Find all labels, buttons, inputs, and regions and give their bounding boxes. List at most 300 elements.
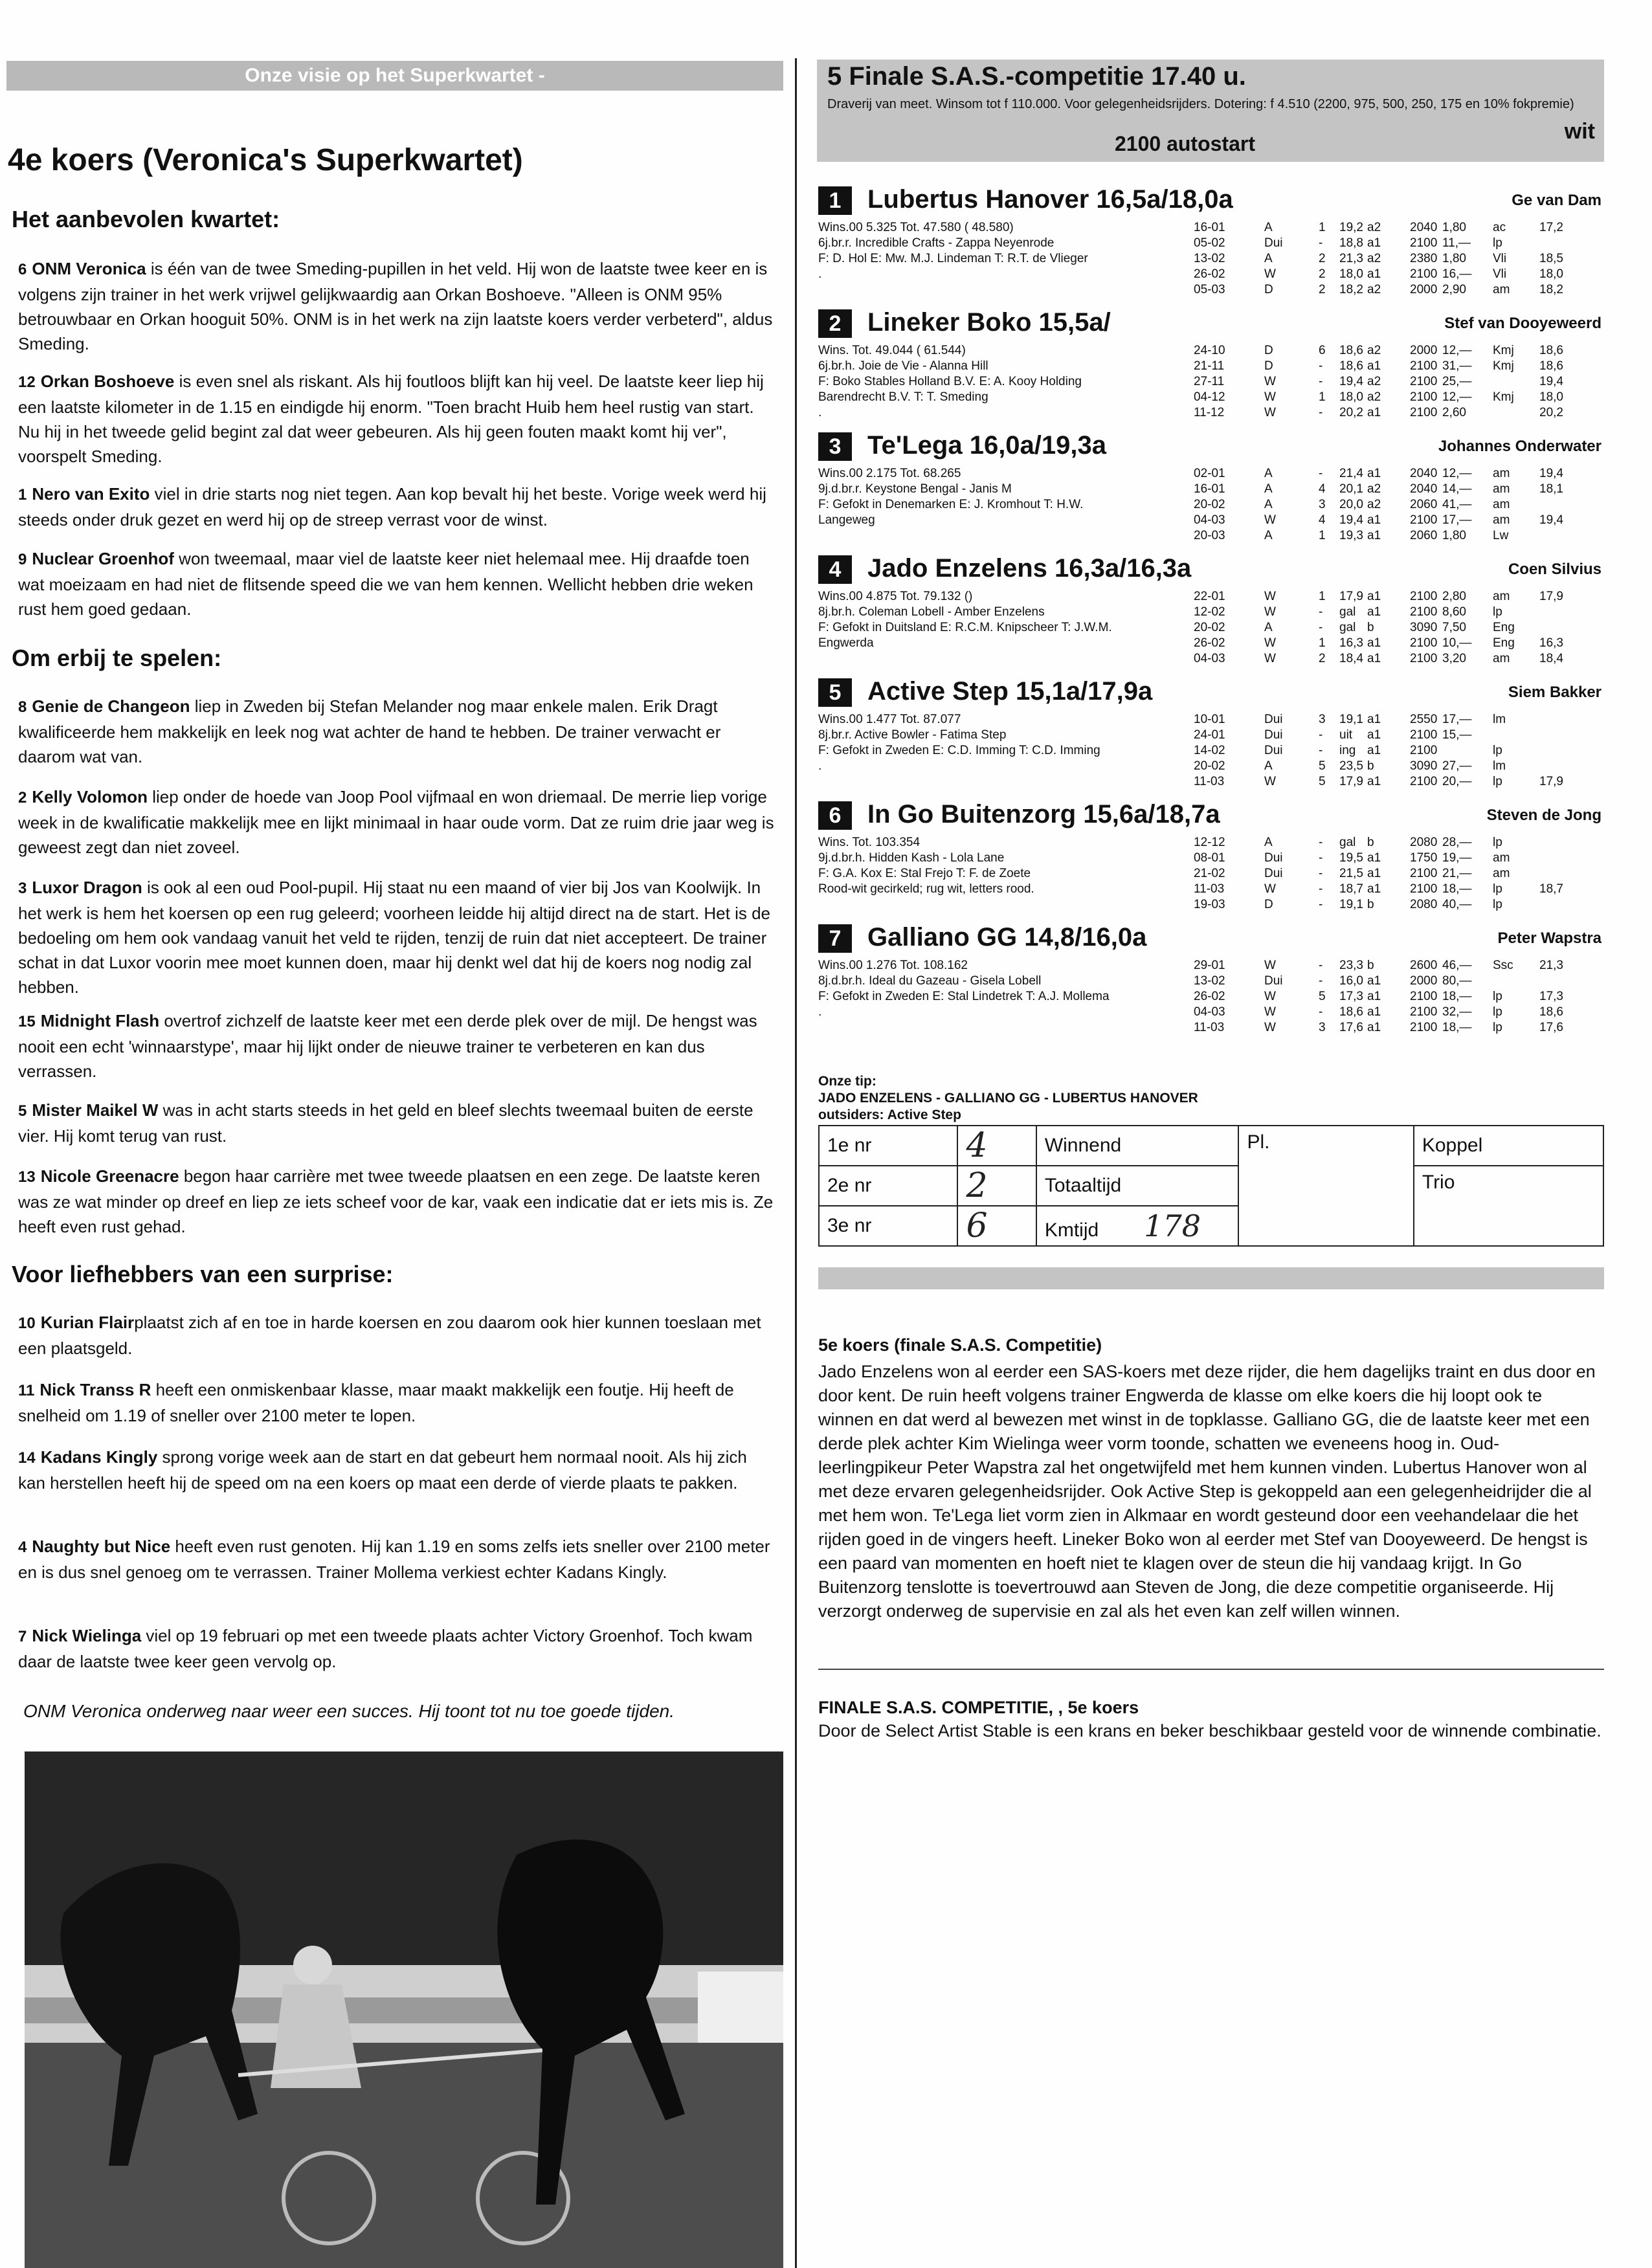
form-cell: gal: [1339, 836, 1356, 849]
form-cell: 21-02: [1194, 867, 1225, 880]
entry: [18, 694, 776, 769]
form-cell: 24-01: [1194, 728, 1225, 742]
form-cell: W: [1264, 590, 1276, 603]
entry-text: liep in Zweden bij Stefan Melander nog maar enkele malen. Erik Dragt kwalificeerde hem makkelijk en leek nog wat achter de hand te hebben. De trainer verwacht er daarom wat van.: [18, 696, 721, 766]
entry-text: overtrof zichzelf de laatste keer met een derde plek over de mijl. De hengst was nooit een echt 'winnaarstype', maar hij lijkt onder de nieuwe trainer te verbeteren en kan dus verrassen.: [18, 1011, 757, 1081]
form-cell: b: [1367, 621, 1374, 634]
form-cell: 11-03: [1194, 1021, 1225, 1034]
form-cell: a1: [1367, 267, 1381, 281]
form-cell: 19,1: [1339, 713, 1363, 726]
entry-number: 7: [18, 1628, 27, 1645]
form-cell: 18,6: [1339, 1005, 1363, 1019]
form-cell: 27,—: [1442, 759, 1472, 773]
info-line: 8j.br.h. Coleman Lobell - Amber Enzelens: [818, 605, 1045, 619]
form-cell: 21,3: [1539, 959, 1563, 972]
info-line: F: G.A. Kox E: Stal Frejo T: F. de Zoete: [818, 867, 1031, 880]
form-cell: [1539, 897, 1608, 913]
form-row: [1194, 850, 1608, 866]
form-cell: 17,3: [1339, 990, 1363, 1003]
form-cell: 2100: [1410, 359, 1438, 373]
form-table: [1194, 220, 1608, 298]
race-commentary: [818, 1333, 1602, 1623]
horse-entry: [818, 678, 1608, 800]
horse-number: 6: [818, 801, 852, 830]
driver-name: Coen Silvius: [1508, 561, 1602, 578]
form-cell: 19-03: [1194, 898, 1225, 911]
form-cell: 5: [1319, 759, 1326, 773]
form-cell: 19,2: [1339, 221, 1363, 234]
form-cell: D: [1264, 344, 1273, 357]
info-line: Engwerda: [818, 636, 874, 650]
entry-number: 4: [18, 1539, 27, 1556]
handwritten-entry[interactable]: 2: [957, 1166, 1036, 1206]
form-cell: -: [1319, 359, 1323, 373]
entry: [18, 1098, 776, 1148]
form-cell: W: [1264, 652, 1276, 665]
form-cell: 19,5: [1339, 851, 1363, 865]
form-cell: a2: [1367, 375, 1381, 388]
form-cell: 13-02: [1194, 974, 1225, 988]
form-row: [1194, 589, 1608, 605]
form-cell: 21,3: [1339, 252, 1363, 265]
race-header: [817, 60, 1604, 162]
form-cell: a1: [1367, 590, 1381, 603]
form-cell: 2100: [1410, 882, 1438, 896]
form-cell: 2100: [1410, 652, 1438, 665]
entry-number: 15: [18, 1013, 36, 1030]
form-cell: a1: [1367, 529, 1381, 542]
form-cell: 2060: [1410, 498, 1438, 511]
commentary-text: Jado Enzelens won al eerder een SAS-koers met deze rijder, die hem dagelijks traint en dus door en door kent. De ruin heeft volgens trainer Engwerda de klasse om elke koers die hij loopt ook te winnen en dat werd al bewezen met winst in de topklasse. Galliano GG, die de laatste keer met een derde plek achter Kim Wielinga weer vorm toonde, schatten we eveneens hoog in. Oud-leerlingpikeur Peter Wapstra zal het ongetwijfeld met hem kunnen vinden. Lubertus Hanover won al met deze ervaren gelegenheidsrijder. Ook Active Step is gekoppeld aan een gelegenheidrijder die al met hem won. Te'Lega liet vorm zien in Alkmaar en wordt gesteund door een veehandelaar die het rijden goed in de vingers heeft. Lineker Boko won al eerder met Stef van Dooyeweerd. De hengst is een paard van momenten en hoeft niet te klagen over de steun die hij vandaag krijgt. In Go Buitenzorg tenslotte is toevertrouwd aan Steven de Jong, die deze competitie organiseerde. Hij verzorgt onderweg de supervisie en zal als het even kan zelf willen winnen.: [818, 1362, 1596, 1621]
horse-info: [818, 835, 1181, 897]
entry: [18, 1377, 776, 1428]
horse-info: [818, 589, 1181, 651]
form-cell: 1: [1319, 529, 1326, 542]
form-row: [1194, 343, 1608, 359]
form-cell: lp: [1493, 882, 1502, 896]
form-cell: -: [1319, 867, 1323, 880]
form-cell: 2: [1319, 283, 1326, 296]
form-cell: 31,—: [1442, 359, 1472, 373]
form-row: [1194, 251, 1608, 267]
form-cell: A: [1264, 498, 1273, 511]
form-cell: [1442, 743, 1493, 759]
info-line: Wins. Tot. 103.354: [818, 836, 921, 849]
race-color: wit: [1564, 119, 1595, 144]
entry-text: heeft een onmiskenbaar klasse, maar maakt makkelijk een foutje. Hij heeft de snelheid om 1.19 of sneller over 2100 meter te lopen.: [18, 1380, 734, 1425]
form-cell: a1: [1367, 882, 1381, 896]
form-table: [1194, 958, 1608, 1036]
form-cell: 18,4: [1539, 652, 1563, 665]
form-cell: -: [1319, 1005, 1323, 1019]
info-line: 6j.br.r. Incredible Crafts - Zappa Neyenrode: [818, 236, 1055, 250]
form-cell: W: [1264, 990, 1276, 1003]
form-cell: 2100: [1410, 236, 1438, 250]
entry-text: is even snel als riskant. Als hij foutloos blijft kan hij veel. De laatste keer liep hij een laatste kilometer in de 1.15 en eindigde hij enorm. "Toen bracht Huib hem heel rustig van start. Nu hij in het tweede gelid begint zal dat weer gebeuren. Als hij geen fouten maakt komt hij ver", voorspelt Smeding.: [18, 372, 764, 466]
form-cell: [1539, 605, 1608, 620]
info-line: Wins.00 2.175 Tot. 68.265: [818, 467, 961, 480]
horse-name: Orkan Boshoeve: [40, 372, 175, 391]
divider-bar: [818, 1267, 1604, 1289]
form-cell: 22-01: [1194, 590, 1225, 603]
form-cell: D: [1264, 359, 1273, 373]
form-row: [1194, 466, 1608, 482]
horse-number: 4: [818, 555, 852, 584]
entry-text: sprong vorige week aan de start en dat gebeurt hem normaal nooit. Als hij zich kan herstellen heeft hij de speed om na een koers op maat een derde of vierde plaats te pakken.: [18, 1447, 747, 1493]
entry-text: liep onder de hoede van Joop Pool vijfmaal en won driemaal. De merrie liep vorige week in de kwalificatie makkelijk mee en lijkt minimaal in haar oude vorm. Dat ze ruim drie jaar weg is geweest zegt dan niet zoveel.: [18, 787, 774, 857]
horse-info: [818, 220, 1181, 282]
entry: [18, 784, 776, 860]
form-cell: a1: [1367, 605, 1381, 619]
form-cell: 2060: [1410, 529, 1438, 542]
form-cell: 2100: [1410, 636, 1438, 650]
finale-note: [818, 1696, 1602, 1742]
form-cell: 15,—: [1442, 728, 1472, 742]
form-cell: [1539, 850, 1608, 866]
form-cell: a2: [1367, 498, 1381, 511]
form-row: [1194, 267, 1608, 282]
form-cell: 04-12: [1194, 390, 1225, 404]
form-cell: b: [1367, 836, 1374, 849]
form-cell: 19,—: [1442, 851, 1472, 865]
info-line: .: [818, 759, 822, 773]
form-cell: 1: [1319, 221, 1326, 234]
form-cell: 41,—: [1442, 498, 1472, 511]
form-cell: 2550: [1410, 713, 1438, 726]
form-cell: 2040: [1410, 467, 1438, 480]
entry-number: 2: [18, 789, 27, 806]
tip-label: Onze tip:: [818, 1074, 876, 1089]
form-cell: 4: [1319, 482, 1326, 496]
form-cell: a1: [1367, 990, 1381, 1003]
form-cell: 18,—: [1442, 882, 1472, 896]
form-cell: A: [1264, 621, 1273, 634]
form-row: [1194, 882, 1608, 897]
driver-name: Ge van Dam: [1512, 192, 1602, 209]
form-cell: 26-02: [1194, 267, 1225, 281]
form-cell: a2: [1367, 221, 1381, 234]
form-cell: 17,9: [1539, 775, 1563, 788]
form-cell: A: [1264, 836, 1273, 849]
form-cell: 2100: [1410, 744, 1438, 757]
form-cell: 20-03: [1194, 529, 1225, 542]
form-cell: 3090: [1410, 621, 1438, 634]
finale-title: FINALE S.A.S. COMPETITIE, , 5e koers: [818, 1698, 1139, 1717]
form-cell: Dui: [1264, 867, 1283, 880]
form-cell: 12,—: [1442, 390, 1472, 404]
info-line: Wins. Tot. 49.044 ( 61.544): [818, 344, 966, 357]
form-cell: Ssc: [1493, 959, 1513, 972]
form-cell: 19,1: [1339, 898, 1363, 911]
form-cell: -: [1319, 406, 1323, 419]
form-cell: 2,90: [1442, 283, 1466, 296]
horse-name: Midnight Flash: [40, 1011, 160, 1030]
form-cell: 2080: [1410, 898, 1438, 911]
form-cell: lp: [1493, 990, 1502, 1003]
form-row: [1194, 1005, 1608, 1020]
form-cell: 18,—: [1442, 990, 1472, 1003]
horse-number: 2: [818, 309, 852, 338]
info-line: F: Boko Stables Holland B.V. E: A. Kooy Holding: [818, 375, 1082, 388]
info-line: .: [818, 1005, 822, 1019]
form-cell: Dui: [1264, 236, 1283, 250]
horse-info: [818, 343, 1181, 421]
form-cell: 2: [1319, 652, 1326, 665]
form-cell: Dui: [1264, 974, 1283, 988]
form-row: [1194, 651, 1608, 667]
form-cell: Kmj: [1493, 359, 1514, 373]
form-row: [1194, 728, 1608, 743]
form-cell: a1: [1367, 1005, 1381, 1019]
form-cell: 5: [1319, 775, 1326, 788]
form-cell: 27-11: [1194, 375, 1225, 388]
handwritten-entry[interactable]: 4: [957, 1126, 1036, 1166]
form-cell: Dui: [1264, 713, 1283, 726]
form-table: [1194, 712, 1608, 790]
form-cell: [1539, 236, 1608, 251]
form-row: [1194, 835, 1608, 850]
horse-number: 1: [818, 186, 852, 215]
form-cell: lp: [1493, 1021, 1502, 1034]
form-cell: W: [1264, 513, 1276, 527]
info-line: 8j.br.r. Active Bowler - Fatima Step: [818, 728, 1007, 742]
form-cell: W: [1264, 406, 1276, 419]
result-field-label: Kmtijd: [1044, 1219, 1099, 1241]
form-cell: a1: [1367, 728, 1381, 742]
form-cell: a1: [1367, 513, 1381, 527]
form-cell: 3,20: [1442, 652, 1466, 665]
form-cell: 2000: [1410, 974, 1438, 988]
entry: [18, 1164, 776, 1239]
form-cell: 19,4: [1539, 375, 1563, 388]
form-cell: -: [1319, 236, 1323, 250]
horse-entry: [818, 555, 1608, 677]
info-line: Wins.00 1.276 Tot. 108.162: [818, 959, 968, 972]
form-cell: 2000: [1410, 283, 1438, 296]
form-cell: a1: [1367, 236, 1381, 250]
form-cell: A: [1264, 221, 1273, 234]
form-cell: a1: [1367, 359, 1381, 373]
horse-name: Naughty but Nice: [32, 1537, 171, 1556]
form-table: [1194, 835, 1608, 913]
form-cell: 8,60: [1442, 605, 1466, 619]
form-cell: 29-01: [1194, 959, 1225, 972]
entry: [18, 1623, 776, 1674]
horse-name: In Go Buitenzorg 15,6a/18,7a: [867, 800, 1220, 828]
form-cell: A: [1264, 529, 1273, 542]
horse-info: [818, 466, 1181, 528]
entry-text: plaatst zich af en toe in harde koersen en zou daarom ook hier kunnen toeslaan met een plaatsgeld.: [18, 1313, 761, 1358]
info-line: 8j.d.br.h. Ideal du Gazeau - Gisela Lobell: [818, 974, 1042, 988]
form-cell: 23,3: [1339, 959, 1363, 972]
form-cell: 20,0: [1339, 498, 1363, 511]
form-cell: -: [1319, 467, 1323, 480]
handwritten-kmtijd[interactable]: 178: [1144, 1208, 1201, 1243]
form-cell: 2600: [1410, 959, 1438, 972]
form-cell: a1: [1367, 406, 1381, 419]
form-cell: 12-12: [1194, 836, 1225, 849]
form-cell: 18,2: [1339, 283, 1363, 296]
form-cell: 18,7: [1339, 882, 1363, 896]
form-row: [1194, 390, 1608, 405]
form-cell: D: [1264, 898, 1273, 911]
result-label: 3e nr: [819, 1206, 957, 1246]
form-cell: 18,8: [1339, 236, 1363, 250]
form-cell: a2: [1367, 344, 1381, 357]
commentary-title: 5e koers (finale S.A.S. Competitie): [818, 1335, 1102, 1355]
form-cell: 21-11: [1194, 359, 1225, 373]
form-cell: a2: [1367, 482, 1381, 496]
form-cell: 2080: [1410, 836, 1438, 849]
entry-text: viel in drie starts nog niet tegen. Aan kop bevalt hij het beste. Vorige week werd hij steeds onder druk gezet en werd hij op de streep verrast voor de winst.: [18, 484, 766, 529]
form-cell: 17,9: [1339, 775, 1363, 788]
form-cell: 1: [1319, 390, 1326, 404]
form-cell: [1493, 374, 1539, 390]
form-cell: 2040: [1410, 221, 1438, 234]
form-cell: 2100: [1410, 990, 1438, 1003]
section-heading: Voor liefhebbers van een surprise:: [12, 1261, 394, 1287]
form-cell: [1539, 497, 1608, 513]
driver-name: Siem Bakker: [1508, 684, 1602, 701]
form-cell: 19,3: [1339, 529, 1363, 542]
form-cell: A: [1264, 252, 1273, 265]
form-cell: 10-01: [1194, 713, 1225, 726]
form-cell: 2100: [1410, 1005, 1438, 1019]
form-cell: am: [1493, 283, 1510, 296]
form-cell: 16-01: [1194, 482, 1225, 496]
form-cell: 18,5: [1539, 252, 1563, 265]
form-cell: 13-02: [1194, 252, 1225, 265]
form-cell: 19,4: [1539, 467, 1563, 480]
horse-name: Nick Transs R: [39, 1380, 151, 1399]
horse-entry: [818, 924, 1608, 1046]
section-heading: Het aanbevolen kwartet:: [12, 206, 280, 232]
form-cell: -: [1319, 959, 1323, 972]
horse-number: 3: [818, 432, 852, 461]
entry-text: is ook al een oud Pool-pupil. Hij staat nu een maand of vier bij Jos van Koolwijk. In het werk is hem het koersen op een rug geleerd; voorheen leidde hij altijd direct na de start. Het is de bedoeling om hem ook vandaag vanuit het veld te rijden, tenzij de ruin dat niet accepteert. De trainer schat in dat Luxor voorin mee moet kunnen doen, maar hij denkt wel dat hij de koers nog nodig zal hebben.: [18, 878, 771, 997]
race-distance: 2100 autostart: [1115, 132, 1255, 155]
horse-name: Galliano GG 14,8/16,0a: [867, 923, 1147, 951]
horse-name: Nero van Exito: [32, 484, 150, 504]
form-cell: 23,5: [1339, 759, 1363, 773]
form-cell: 17,6: [1339, 1021, 1363, 1034]
form-cell: [1539, 835, 1608, 850]
info-line: Wins.00 1.477 Tot. 87.077: [818, 713, 961, 726]
horse-name: Nicole Greenacre: [40, 1166, 179, 1186]
info-line: F: Gefokt in Zweden E: Stal Lindetrek T: A.J. Mollema: [818, 990, 1110, 1003]
info-line: 9j.d.br.h. Hidden Kash - Lola Lane: [818, 851, 1005, 865]
form-cell: 17,—: [1442, 513, 1472, 527]
form-cell: 7,50: [1442, 621, 1466, 634]
form-cell: [1539, 759, 1608, 774]
entry-number: 9: [18, 551, 27, 568]
race-title: 5 Finale S.A.S.-competitie 17.40 u.: [827, 62, 1246, 91]
entry: [18, 1310, 776, 1361]
form-cell: 1,80: [1442, 252, 1466, 265]
horse-entry: [818, 801, 1608, 923]
form-cell: 20-02: [1194, 498, 1225, 511]
form-cell: lp: [1493, 744, 1502, 757]
form-cell: -: [1319, 375, 1323, 388]
pl-box: Pl.: [1238, 1126, 1413, 1246]
info-line: Rood-wit gecirkeld; rug wit, letters rood.: [818, 882, 1034, 896]
entry-number: 6: [18, 261, 27, 278]
form-cell: 1,80: [1442, 221, 1466, 234]
form-cell: a1: [1367, 652, 1381, 665]
form-cell: a1: [1367, 713, 1381, 726]
form-cell: 26-02: [1194, 636, 1225, 650]
form-row: [1194, 989, 1608, 1005]
horse-entry: [818, 186, 1608, 308]
form-cell: 20,2: [1539, 406, 1563, 419]
form-cell: lp: [1493, 836, 1502, 849]
form-cell: 2: [1319, 267, 1326, 281]
form-cell: a2: [1367, 390, 1381, 404]
form-cell: 08-01: [1194, 851, 1225, 865]
entry: [18, 546, 776, 621]
form-cell: lm: [1493, 759, 1506, 773]
form-cell: 21,—: [1442, 867, 1472, 880]
form-cell: 2: [1319, 252, 1326, 265]
form-cell: Eng: [1493, 621, 1515, 634]
form-cell: [1539, 620, 1608, 636]
form-cell: lp: [1493, 898, 1502, 911]
horse-entry: [818, 432, 1608, 554]
horse-info: [818, 958, 1181, 1020]
harness-race-illustration: [25, 1751, 783, 2268]
race-title: 4e koers (Veronica's Superkwartet): [8, 143, 523, 177]
form-cell: 32,—: [1442, 1005, 1472, 1019]
form-cell: 2100: [1410, 513, 1438, 527]
form-cell: lp: [1493, 1005, 1502, 1019]
form-cell: W: [1264, 605, 1276, 619]
form-cell: am: [1493, 513, 1510, 527]
form-cell: D: [1264, 283, 1273, 296]
tip-outsiders: outsiders: Active Step: [818, 1107, 961, 1122]
form-cell: 02-01: [1194, 467, 1225, 480]
handwritten-entry[interactable]: 6: [957, 1206, 1036, 1246]
form-row: [1194, 405, 1608, 421]
form-cell: 16,0: [1339, 974, 1363, 988]
form-cell: 21,5: [1339, 867, 1363, 880]
column-divider: [795, 58, 797, 2268]
horse-name: Jado Enzelens 16,3a/16,3a: [867, 554, 1192, 583]
form-cell: 2100: [1410, 867, 1438, 880]
form-cell: 17,3: [1539, 990, 1563, 1003]
form-cell: 18,7: [1539, 882, 1563, 896]
form-cell: [1493, 728, 1539, 743]
form-cell: 18,—: [1442, 1021, 1472, 1034]
entry-text: begon haar carrière met twee tweede plaatsen en een zege. De laatste keren was ze wat minder op dreef en liep ze iets scheef voor de kar, vaak een indicatie dat er iets mis is. Ze heeft even rust gehad.: [18, 1166, 774, 1236]
form-cell: 2100: [1410, 605, 1438, 619]
entry-number: 1: [18, 486, 27, 504]
form-cell: am: [1493, 590, 1510, 603]
form-cell: 2,80: [1442, 590, 1466, 603]
form-row: [1194, 759, 1608, 774]
section-heading: Om erbij te spelen:: [12, 645, 222, 671]
form-cell: gal: [1339, 605, 1356, 619]
form-row: [1194, 620, 1608, 636]
finale-text: Door de Select Artist Stable is een krans en beker beschikbaar gesteld voor de winnende combinatie.: [818, 1721, 1602, 1740]
form-cell: 17,2: [1539, 221, 1563, 234]
form-cell: 18,6: [1539, 344, 1563, 357]
result-field: Totaaltijd: [1036, 1166, 1239, 1206]
entry-text: was in acht starts steeds in het geld en bleef slechts tweemaal buiten de eerste vier. Hij komt terug van rust.: [18, 1100, 753, 1146]
form-cell: 2,60: [1442, 406, 1466, 419]
form-cell: 2100: [1410, 1021, 1438, 1034]
horse-name: Te'Lega 16,0a/19,3a: [867, 431, 1107, 460]
form-cell: 19,4: [1339, 375, 1363, 388]
